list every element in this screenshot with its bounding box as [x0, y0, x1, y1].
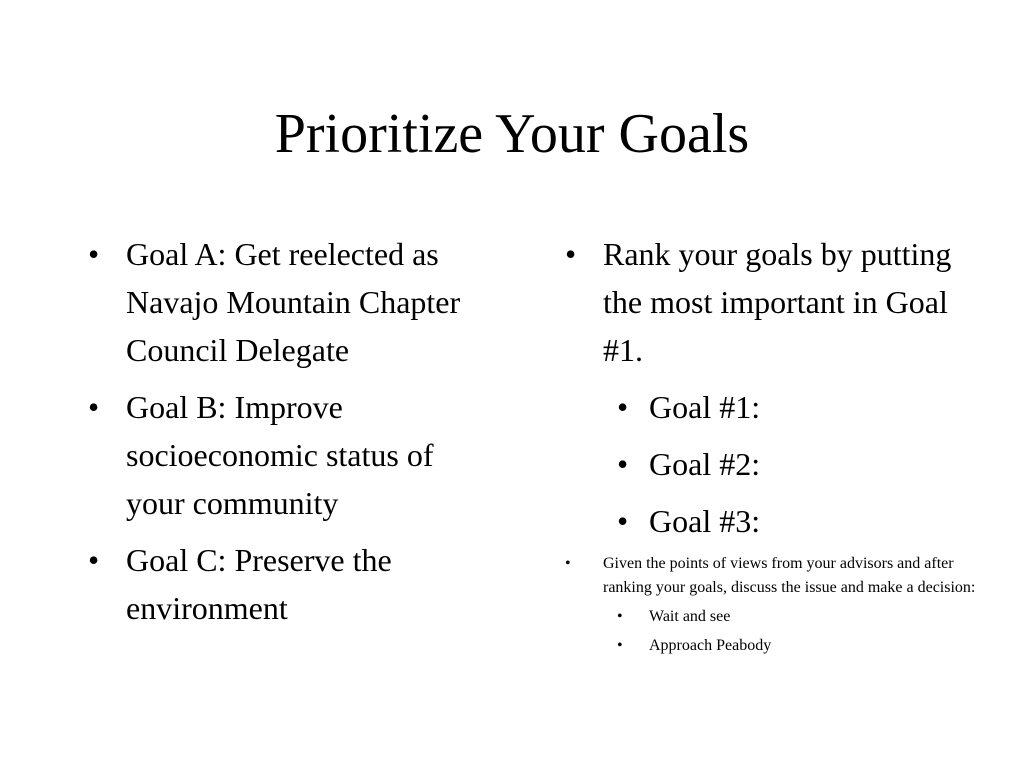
- decision-option: [609, 634, 983, 658]
- bullet-icon: •: [617, 503, 629, 539]
- rank-slot: [609, 383, 983, 431]
- bullet-icon: •: [565, 555, 571, 572]
- goal-text: Goal A: Get reelected as Navajo Mountain Chapter Council Delegate: [126, 236, 461, 368]
- rank-slot-label: Goal #2:: [649, 446, 761, 482]
- ranking-instruction-text: Rank your goals by putting the most important in Goal #1.: [603, 236, 952, 368]
- decision-prompt: [563, 552, 983, 600]
- bullet-icon: •: [617, 608, 623, 625]
- decision-option-label: Approach Peabody: [649, 637, 772, 654]
- left-column: [86, 230, 486, 641]
- bullet-icon: •: [88, 236, 100, 272]
- goal-text: Goal B: Improve socioeconomic status of your community: [126, 389, 434, 521]
- bullet-icon: •: [88, 542, 100, 578]
- slide-title: Prioritize Your Goals: [274, 103, 750, 165]
- goal-text: Goal C: Preserve the environment: [126, 542, 392, 626]
- rank-slot: [609, 440, 983, 488]
- goal-item: [86, 383, 486, 527]
- bullet-icon: •: [617, 637, 623, 654]
- decision-option: [609, 605, 983, 629]
- bullet-icon: •: [617, 389, 629, 425]
- rank-slot: [609, 497, 983, 545]
- rank-slot-label: Goal #1:: [649, 389, 761, 425]
- decision-prompt-text: Given the points of views from your advisors and after ranking your goals, discuss the issue and make a decision:: [603, 555, 976, 596]
- bullet-icon: •: [617, 446, 629, 482]
- goal-item: [86, 536, 486, 632]
- decision-option-label: Wait and see: [649, 608, 731, 625]
- bullet-icon: •: [565, 236, 577, 272]
- goal-item: [86, 230, 486, 374]
- right-column: [563, 230, 983, 663]
- rank-slot-label: Goal #3:: [649, 503, 761, 539]
- ranking-instruction: [563, 230, 983, 374]
- bullet-icon: •: [88, 389, 100, 425]
